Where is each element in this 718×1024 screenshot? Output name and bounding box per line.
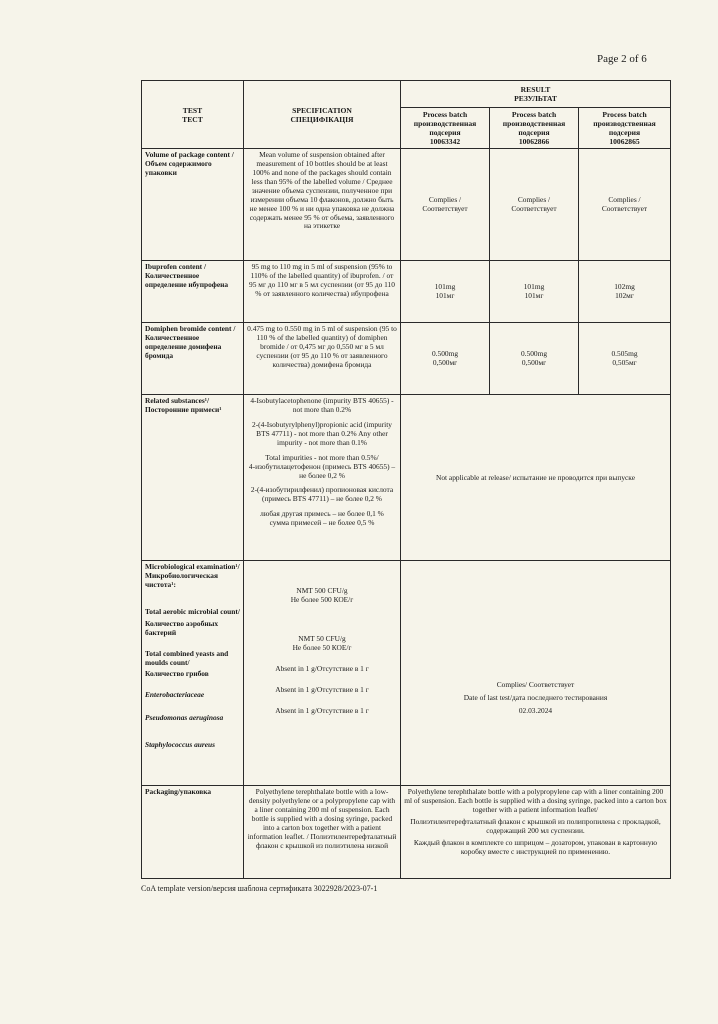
test-name: Domiphen bromide content / Количественное определение домифена бромида bbox=[142, 323, 244, 395]
result-cell: Polyethylene terephthalate bottle with a polypropylene cap with a liner containing 200 ml of suspension. Each bottle is supplied with a dosing syringe, packed into a carton box together with a patient information leaflet/ Полиэтилентерефталатный флакон с крышкой из полипропилена с прокладкой, содержащий 200 мл суспензии. Каждый флакон в комплекте со шприцом – дозатором, упакован в картонную коробку вместе с инструкцией по применению. bbox=[401, 786, 671, 879]
test-name: Volume of package content / Объем содержимого упаковки bbox=[142, 149, 244, 261]
test-name: Related substances¹/ Посторонние примеси¹ bbox=[142, 395, 244, 561]
coa-table bbox=[141, 80, 671, 879]
spec-item: любая другая примесь – не более 0,1 % bbox=[260, 509, 384, 519]
spec-item: Total impurities - not more than 0.5%/ bbox=[265, 452, 379, 462]
row-domiphen bbox=[142, 323, 671, 395]
row-volume bbox=[142, 149, 671, 261]
result-cell: 101mg 101мг bbox=[490, 261, 579, 323]
spec-item: сумма примесей – не более 0,5 % bbox=[269, 518, 375, 528]
row-microbiological bbox=[142, 561, 671, 786]
spec-item: 4-Isobutylacetophenone (impurity BTS 40655) - not more than 0.2% bbox=[250, 396, 394, 415]
result-cell: 102mg 102мг bbox=[579, 261, 671, 323]
result-cell: 0.500mg 0,500мг bbox=[401, 323, 490, 395]
header-row bbox=[142, 81, 671, 108]
batch-header: Process batch производственная подсерия 10062865 bbox=[579, 108, 671, 149]
result-cell: 0.500mg 0,500мг bbox=[490, 323, 579, 395]
batch-header: Process batch производственная подсерия 10063342 bbox=[401, 108, 490, 149]
row-related-substances bbox=[142, 395, 671, 561]
batch-header: Process batch производственная подсерия 10062866 bbox=[490, 108, 579, 149]
spec-list bbox=[244, 395, 401, 561]
spec-text: 95 mg to 110 mg in 5 ml of suspension (95% to 110% of the labelled quantity) of ibuprofen. / от 95 мг до 110 мг в 5 мл суспензии (от 95 до 110 % от заявленного количества) ибупрофена bbox=[244, 261, 401, 323]
result-cell: Complies / Соответствует bbox=[490, 149, 579, 261]
footer-template-version: CoA template version/версия шаблона сертификата 3022928/2023-07-1 bbox=[141, 884, 378, 893]
result-cell: Complies / Соответствует bbox=[579, 149, 671, 261]
header-spec: SPECIFICATION СПЕЦИФІКАЦІЯ bbox=[244, 81, 401, 149]
spec-item: 2-(4-изобутирилфенил) пропионовая кислота (примесь BTS 47711) – не более 0,2 % bbox=[250, 485, 394, 504]
spec-item: 4-изобутилацетофенон (примесь BTS 40655) – не более 0,2 % bbox=[248, 461, 396, 480]
row-packaging bbox=[142, 786, 671, 879]
result-cell: 0.505mg 0,505мг bbox=[579, 323, 671, 395]
header-test: TEST ТЕСТ bbox=[142, 81, 244, 149]
result-cell: Not applicable at release/ испытание не проводится при выпуске bbox=[401, 395, 671, 561]
test-name: Ibuprofen content / Количественное определение ибупрофена bbox=[142, 261, 244, 323]
page-number: Page 2 of 6 bbox=[597, 53, 647, 65]
result-cell: 101mg 101мг bbox=[401, 261, 490, 323]
test-name: Microbiological examination¹/Микробиологическая чистота¹: Total aerobic microbial count/ Количество аэробных бактерий Total combined yeasts and moulds count/ Количество грибов Enterobacteriaceae Pseudomonas aeruginosa Staphylococcus aureus bbox=[142, 561, 244, 786]
result-cell: Complies/ Соответствует Date of last test/дата последнего тестирования 02.03.2024 bbox=[401, 561, 671, 786]
row-ibuprofen bbox=[142, 261, 671, 323]
spec-text: NMT 500 CFU/g Не более 500 КОЕ/г NMT 50 CFU/g Не более 50 КОЕ/г Absent in 1 g/Отсутствие в 1 г Absent in 1 g/Отсутствие в 1 г Absent in 1 g/Отсутствие в 1 г bbox=[244, 561, 401, 786]
result-cell: Complies / Соответствует bbox=[401, 149, 490, 261]
spec-text: 0.475 mg to 0.550 mg in 5 ml of suspension (95 to 110 % of the labelled quantity) of domiphen bromide / от 0,475 мг до 0,550 мг в 5 мл суспензии (от 95 до 110 % от заявленного количества) домифена бромида bbox=[244, 323, 401, 395]
test-name: Packaging/упаковка bbox=[142, 786, 244, 879]
spec-item: 2-(4-Isobutyrylphenyl)propionic acid (impurity BTS 47711) - not more than 0.2% Any other impurity - not more than 0.1% bbox=[252, 420, 392, 447]
spec-text: Polyethylene terephthalate bottle with a low-density polyethylene or a polypropylene cap with a liner containing 200 ml of suspension. Each bottle is supplied with a dosing syringe, packed into a carton box together with a patient information leaflet. / Полиэтилентерефталатный флакон с крышкой из полиэтилена низкой bbox=[244, 786, 401, 879]
spec-text: Mean volume of suspension obtained after measurement of 10 bottles should be at least 100% and none of the packages should contain less than 95% of the labelled volume / Среднее значение объема суспензии, полученное при измерении объема 10 флаконов, должно быть не менее 100 % и ни одна упаковка не должна содержать менее 95 % от объема, заявленного на этикетке bbox=[244, 149, 401, 261]
header-result: RESULT РЕЗУЛЬТАТ bbox=[401, 81, 671, 108]
